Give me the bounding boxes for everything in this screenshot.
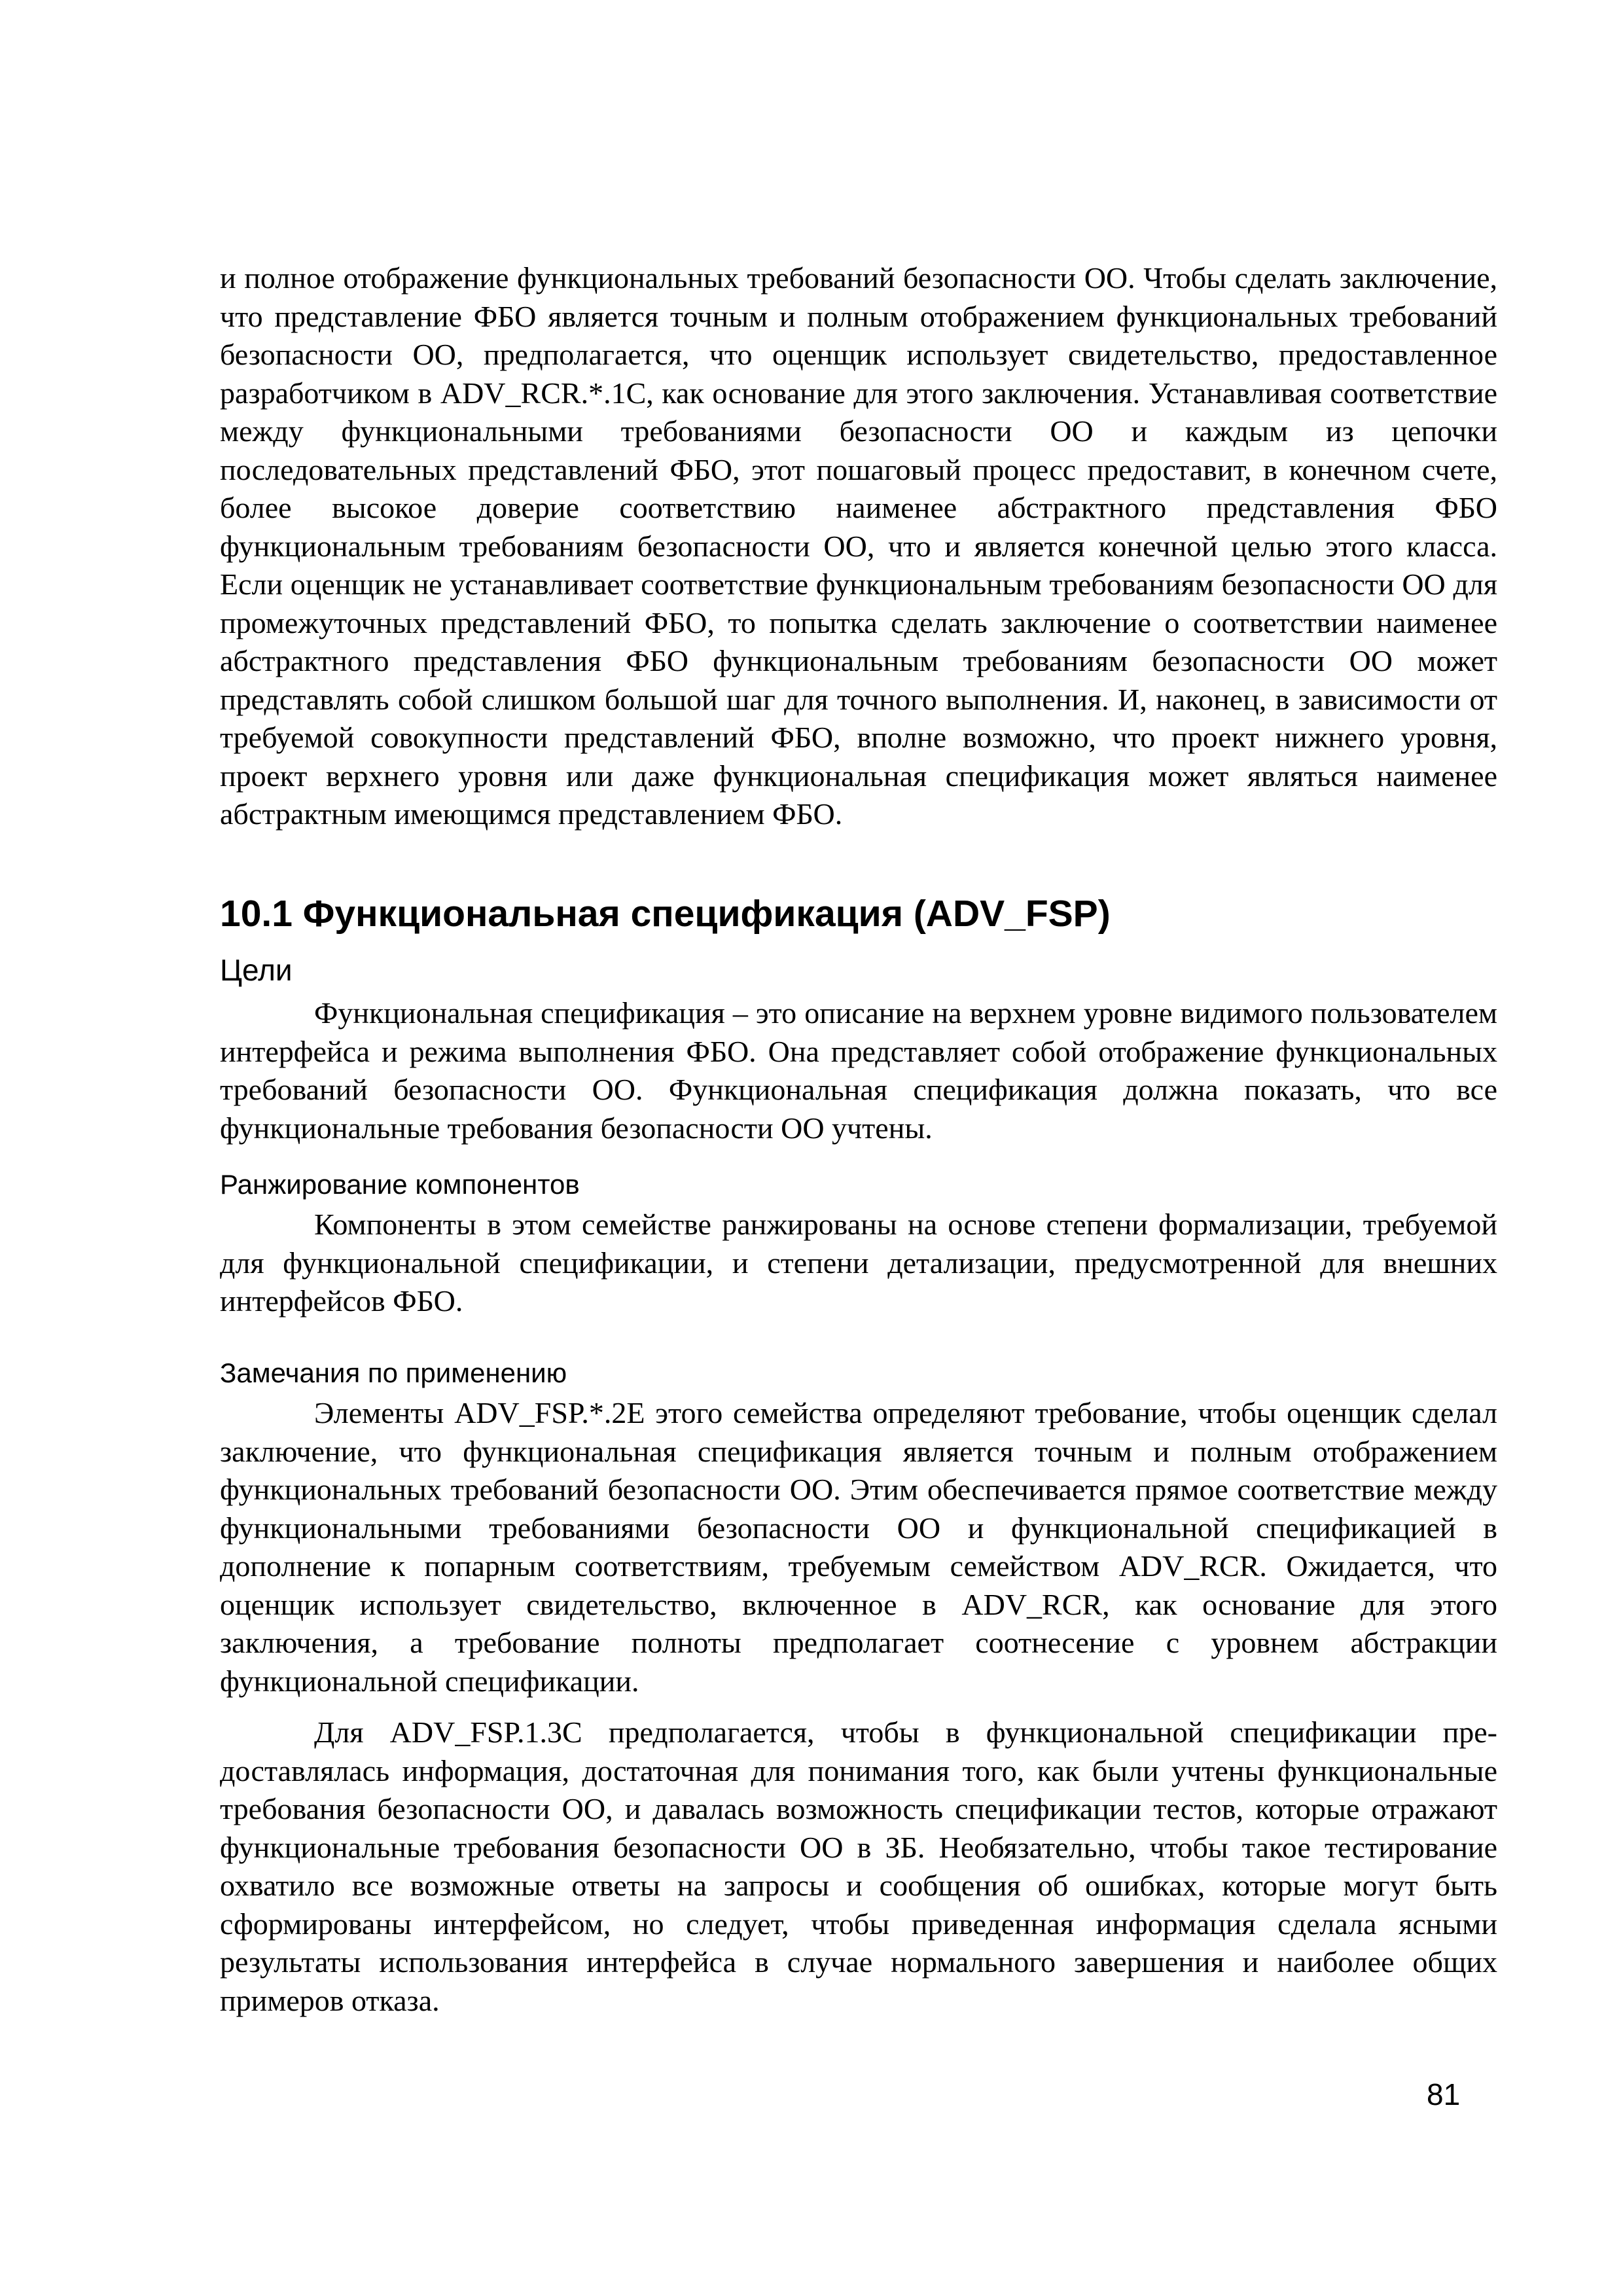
notes-heading: Замечания по применению <box>220 1357 567 1388</box>
intro-block <box>220 259 1497 834</box>
intro-paragraph: и полное отображение функциональных требований безопасности ОО. Чтобы сделать заключение, что представление ФБО является точным и полным отображением функциональных требований безопасности ОО, предполагается, что оценщик использует свидетельство, предоставленное разработчиком в ADV_RCR.*.1C, как основание для этого заключения. Устанавливая соответствие между функциональными требованиями безопасности ОО и каждым из цепочки последовательных представлений ФБО, этот пошаговый процесс предоставит, в конечном счете, более высокое доверие соответствию наименее абстрактного представления ФБО функциональным требованиям безопасности ОО, что и является конечной целью этого класса. Если оценщик не устанавливает соответствие функциональным требованиям безопасности ОО для промежуточных представлений ФБО, то попытка сделать заключение о соответствии наименее абстрактного представления ФБО функциональным требованиям безопасности ОО может представлять собой слишком большой шаг для точного выполнения. И, наконец, в зависимости от требуемой совокупности представлений ФБО, вполне возможно, что проект нижнего уровня, проект верхнего уровня или даже функциональная спецификация может являться наименее абстрактным имеющимся представлением ФБО. <box>220 261 1497 831</box>
section-title: 10.1 Функциональная спецификация (ADV_FSP) <box>220 893 1111 935</box>
ranking-heading: Ранжирование компонентов <box>220 1169 580 1200</box>
ranking-paragraph: Компоненты в этом семействе ранжированы на основе степени формализации, требуемой для функциональной спецификации, и степени детализации, предусмотренной для внешних интерфейсов ФБО. <box>220 1208 1497 1318</box>
goals-paragraph: Функциональная спецификация – это описание на верхнем уровне видимого пользователем интерфейса и режима выполнения ФБО. Она представляет собой отображение функциональных требований безопасности ОО. Функциональная спецификация должна показать, что все функциональные требования безопасности ОО учтены. <box>220 996 1497 1145</box>
notes-block-1 <box>220 1394 1497 1700</box>
notes-paragraph-1: Элементы ADV_FSP.*.2E этого семейства определяют требование, чтобы оценщик сделал заключение, что функциональная спецификация является точным и полным отображением функциональных требований безопасности ОО. Этим обеспечивается прямое соответствие между функциональными требованиями безопасности ОО и функциональной спецификацией в дополнение к попарным соответствиям, требуемым семейством ADV_RCR. Ожидается, что оценщик использует свидетельство, включенное в ADV_RCR, как основание для этого заключения, а требование полноты предполагает соотнесение с уровнем абстракции функциональной спецификации. <box>220 1396 1497 1698</box>
goals-heading: Цели <box>220 953 293 987</box>
notes-block-2 <box>220 1713 1497 2020</box>
ranking-block <box>220 1206 1497 1321</box>
goals-block <box>220 994 1497 1147</box>
notes-paragraph-2: Для ADV_FSP.1.3C предполагается, чтобы в функциональной спецификации предоставлялась информация, достаточная для понимания того, как были учтены функциональные требования безопасности ОО, и давалась возможность спецификации тестов, которые отражают функциональные требования безопасности ОО в ЗБ. Необязательно, чтобы такое тестирование охватило все возможные ответы на запросы и сообщения об ошибках, которые могут быть сформированы интерфейсом, но следует, чтобы приведенная информация сделала ясными результаты использования интерфейса в случае нормального завершения и наиболее общих примеров отказа. <box>220 1715 1497 2017</box>
page-number: 81 <box>1427 2077 1461 2111</box>
